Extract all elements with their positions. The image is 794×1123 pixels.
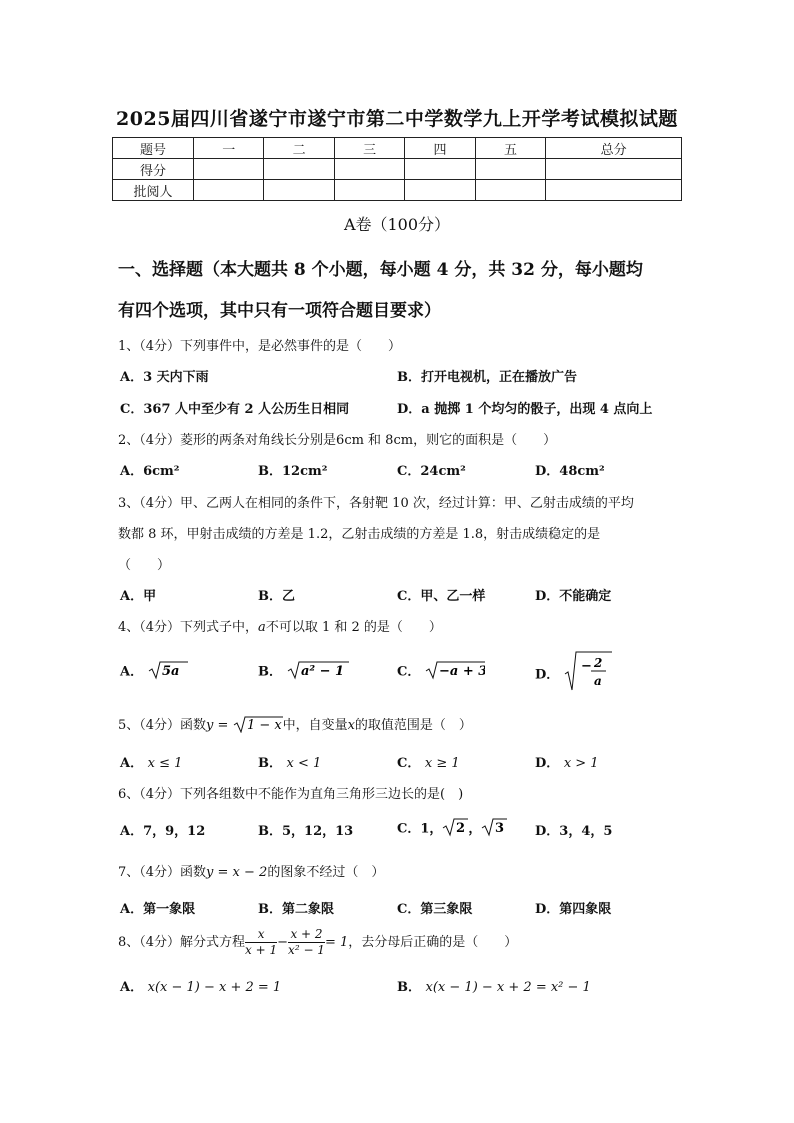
score-cell[interactable] [194, 159, 264, 180]
q7-stem-expr: y = x − 2 [206, 865, 268, 880]
q5-stem-expr: y = [206, 718, 233, 733]
q4-option-c[interactable] [397, 660, 485, 684]
score-cell[interactable] [264, 180, 334, 201]
question-6-stem: 6、（4分）下列各组数中不能作为直角三角形三边长的是( ) [118, 787, 464, 802]
q5-label-c: C． [397, 756, 421, 771]
q4-option-a[interactable] [120, 660, 188, 684]
q8-option-a[interactable] [120, 976, 281, 995]
q5-stem-post: 的取值范围是（ ） [354, 718, 472, 733]
q5-stem-mid: 中，自变量 [282, 718, 348, 733]
question-8-stem [118, 925, 517, 961]
q5-rad-expr: 1 − x [246, 717, 282, 733]
q8-fraction-2: $\frac{x + 2}{\text{x² − 1}}$ [288, 927, 325, 957]
score-row-label: 批阅人 [113, 180, 194, 201]
score-cell[interactable] [546, 180, 682, 201]
q7-option-a[interactable]: A．第一象限 [120, 902, 196, 917]
q1-option-b[interactable]: B．打开电视机，正在播放广告 [397, 370, 577, 385]
question-3-stem-line1: 3、（4分）甲、乙两人在相同的条件下，各射靶 10 次，经过计算：甲、乙射击成绩的平均 [118, 496, 634, 511]
sqrt-icon [287, 660, 349, 684]
score-cell[interactable] [475, 159, 545, 180]
q5-stem-var: x [347, 718, 355, 733]
question-4-stem [118, 616, 442, 635]
score-header-cell: 总分 [546, 138, 682, 159]
question-2-stem: 2、（4分）菱形的两条对角线长分别是6cm 和 8cm，则它的面积是（ ） [118, 433, 557, 448]
score-header-cell: 二 [264, 138, 334, 159]
q1-option-a[interactable]: A．3 天内下雨 [120, 370, 209, 385]
q5-a-expr: x ≤ 1 [147, 756, 183, 771]
score-cell[interactable] [405, 180, 475, 201]
q7-option-d[interactable]: D．第四象限 [535, 902, 612, 917]
q7-option-c[interactable]: C．第三象限 [397, 902, 473, 917]
section-heading-line1: 一、选择题（本大题共 8 个小题，每小题 4 分，共 32 分，每小题均 [118, 260, 643, 280]
q4-stem-pre: 4、（4分）下列式子中， [118, 620, 259, 635]
q8-minus: − [277, 935, 289, 950]
q8-b-expr: x(x − 1) − x + 2 = x² − 1 [425, 980, 591, 995]
q1-option-d[interactable]: D．a 抛掷 1 个均匀的骰子，出现 4 点向上 [397, 402, 653, 417]
q5-b-expr: x < 1 [286, 756, 322, 771]
q4-b-expr: a² − 1 [300, 664, 344, 679]
paper-label: A卷（100分） [343, 215, 451, 234]
q4-stem-var: a [258, 620, 266, 635]
q4-label-b: B． [258, 664, 282, 680]
q5-option-a[interactable] [120, 752, 182, 771]
q7-option-b[interactable]: B．第二象限 [258, 902, 334, 917]
score-cell[interactable] [475, 180, 545, 201]
q7-stem-post: 的图象不经过（ ） [267, 865, 385, 880]
score-header-cell: 一 [194, 138, 264, 159]
sqrt-icon [564, 650, 612, 696]
svg-text:−: − [580, 659, 592, 674]
score-cell[interactable] [405, 159, 475, 180]
exam-title: 2025届四川省遂宁市遂宁市第二中学数学九上开学考试模拟试题 [116, 108, 678, 130]
score-header-cell: 三 [334, 138, 404, 159]
q5-option-d[interactable] [535, 752, 599, 771]
q7-stem-pre: 7、（4分）函数 [118, 865, 207, 880]
score-cell[interactable] [264, 159, 334, 180]
score-row-label: 得分 [113, 159, 194, 180]
score-header-cell: 题号 [113, 138, 194, 159]
q8-option-b[interactable] [397, 976, 591, 995]
question-3-stem-line2: 数都 8 环，甲射击成绩的方差是 1.2，乙射击成绩的方差是 1.8，射击成绩稳定的是 [118, 527, 601, 542]
q3-option-a[interactable]: A．甲 [120, 589, 157, 604]
q6-option-b[interactable]: B．5，12，13 [258, 824, 354, 839]
q5-label-a: A． [120, 756, 144, 771]
q1-option-c[interactable]: C．367 人中至少有 2 人公历生日相同 [120, 402, 350, 417]
q6-option-c[interactable] [397, 817, 507, 841]
q6-c-rad2: 3 [495, 821, 505, 836]
question-1-stem: 1、（4分）下列事件中，是必然事件的是（ ） [118, 339, 402, 354]
q8-eq: = 1 [324, 935, 349, 950]
q6-c-label: C．1， [397, 821, 443, 837]
question-7-stem [118, 861, 384, 880]
q4-d-den: a [593, 674, 602, 688]
score-header-cell: 四 [405, 138, 475, 159]
q6-c-rad1: 2 [456, 821, 466, 836]
q4-label-c: C． [397, 664, 421, 680]
section-heading-line2: 有四个选项，其中只有一项符合题目要求） [118, 301, 441, 321]
q3-option-c[interactable]: C．甲、乙一样 [397, 589, 486, 604]
q8-label-b: B． [397, 980, 421, 995]
score-header-cell: 五 [475, 138, 545, 159]
score-cell[interactable] [194, 180, 264, 201]
q5-option-b[interactable] [258, 752, 321, 771]
score-table-row [113, 180, 682, 201]
score-cell[interactable] [334, 159, 404, 180]
q8-stem-pre: 8、（4分）解分式方程 [118, 935, 246, 950]
score-table [112, 137, 682, 201]
q5-d-expr: x > 1 [563, 756, 599, 771]
q6-option-a[interactable]: A．7，9，12 [120, 824, 206, 839]
q4-c-expr: −a + 3 [438, 664, 485, 679]
q6-c-sep: ， [468, 821, 482, 837]
q5-label-d: D． [535, 756, 560, 771]
score-cell[interactable] [546, 159, 682, 180]
sqrt-icon [442, 817, 468, 841]
q2-option-c[interactable]: C．24cm² [397, 464, 466, 479]
score-table-header-row [113, 138, 682, 159]
score-cell[interactable] [334, 180, 404, 201]
q2-option-d[interactable]: D．48cm² [535, 464, 605, 479]
q4-label-a: A． [120, 664, 144, 680]
q5-stem-pre: 5、（4分）函数 [118, 718, 207, 733]
q2-option-a[interactable]: A．6cm² [120, 464, 180, 479]
q2-option-b[interactable]: B．12cm² [258, 464, 328, 479]
q4-d-num: 2 [593, 656, 603, 670]
q5-option-c[interactable] [397, 752, 460, 771]
question-3-stem-line3: （ ） [118, 558, 171, 573]
score-table-row [113, 159, 682, 180]
q4-option-d[interactable] [535, 650, 612, 696]
sqrt-icon [233, 715, 283, 737]
q8-label-a: A． [120, 980, 144, 995]
q8-a-expr: x(x − 1) − x + 2 = 1 [147, 980, 282, 995]
q4-label-d: D． [535, 667, 560, 683]
q6-option-d[interactable]: D．3，4，5 [535, 824, 613, 839]
sqrt-icon [425, 660, 485, 684]
q4-a-expr: 5a [161, 664, 180, 679]
question-5-stem [118, 714, 472, 737]
q8-fraction-1: $\frac{x}{x + 1}$ [245, 927, 278, 957]
q5-label-b: B． [258, 756, 282, 771]
q4-option-b[interactable] [258, 660, 349, 684]
q3-option-d[interactable]: D．不能确定 [535, 589, 612, 604]
sqrt-icon [481, 817, 507, 841]
q5-c-expr: x ≥ 1 [424, 756, 460, 771]
sqrt-icon [148, 660, 188, 684]
q4-stem-post: 不可以取 1 和 2 的是（ ） [265, 620, 442, 635]
q3-option-b[interactable]: B．乙 [258, 589, 295, 604]
q8-stem-post: ，去分母后正确的是（ ） [348, 935, 518, 950]
